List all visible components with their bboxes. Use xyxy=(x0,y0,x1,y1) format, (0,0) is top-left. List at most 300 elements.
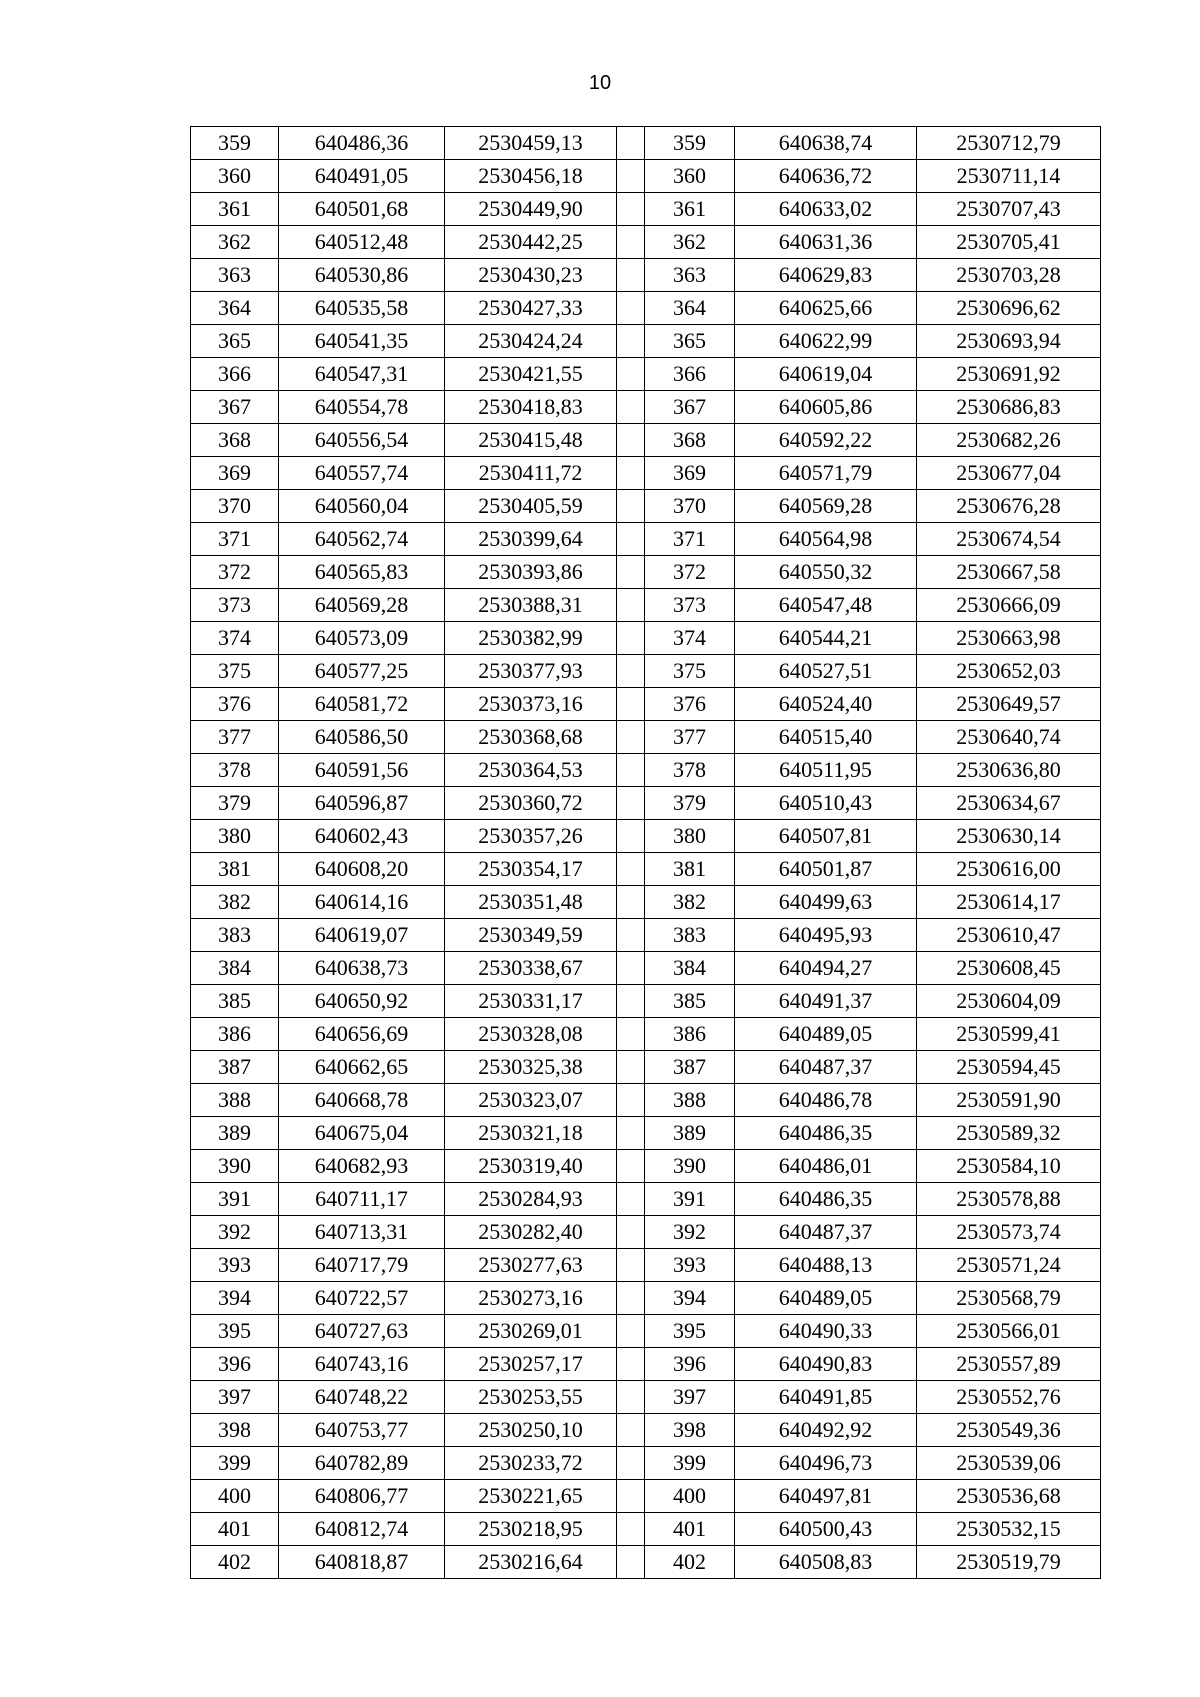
y-coordinate-cell: 2530711,14 xyxy=(917,160,1101,193)
point-number-cell: 361 xyxy=(645,193,735,226)
separator-cell-cell xyxy=(617,160,645,193)
table-row xyxy=(191,622,1101,655)
y-coordinate-cell: 2530676,28 xyxy=(917,490,1101,523)
x-coordinate-cell: 640486,35 xyxy=(735,1183,917,1216)
separator-cell-cell xyxy=(617,1447,645,1480)
y-coordinate-cell: 2530682,26 xyxy=(917,424,1101,457)
separator-cell-cell xyxy=(617,886,645,919)
separator-cell-cell xyxy=(617,1513,645,1546)
separator-cell-cell xyxy=(617,688,645,721)
point-number-cell: 368 xyxy=(191,424,279,457)
point-number-cell: 392 xyxy=(645,1216,735,1249)
y-coordinate-cell: 2530571,24 xyxy=(917,1249,1101,1282)
point-number-cell: 390 xyxy=(191,1150,279,1183)
y-coordinate-cell: 2530218,95 xyxy=(445,1513,617,1546)
x-coordinate-cell: 640554,78 xyxy=(279,391,445,424)
y-coordinate-cell: 2530594,45 xyxy=(917,1051,1101,1084)
x-coordinate-cell: 640636,72 xyxy=(735,160,917,193)
y-coordinate-cell: 2530666,09 xyxy=(917,589,1101,622)
table-row xyxy=(191,1282,1101,1315)
x-coordinate-cell: 640682,93 xyxy=(279,1150,445,1183)
y-coordinate-cell: 2530610,47 xyxy=(917,919,1101,952)
point-number-cell: 394 xyxy=(645,1282,735,1315)
point-number-cell: 370 xyxy=(191,490,279,523)
point-number-cell: 386 xyxy=(645,1018,735,1051)
separator-cell-cell xyxy=(617,1282,645,1315)
separator-cell-cell xyxy=(617,1150,645,1183)
x-coordinate-cell: 640500,43 xyxy=(735,1513,917,1546)
separator-cell-cell xyxy=(617,424,645,457)
y-coordinate-cell: 2530667,58 xyxy=(917,556,1101,589)
y-coordinate-cell: 2530604,09 xyxy=(917,985,1101,1018)
y-coordinate-cell: 2530696,62 xyxy=(917,292,1101,325)
x-coordinate-cell: 640501,68 xyxy=(279,193,445,226)
x-coordinate-cell: 640586,50 xyxy=(279,721,445,754)
separator-cell-cell xyxy=(617,523,645,556)
table-row xyxy=(191,193,1101,226)
point-number-cell: 396 xyxy=(645,1348,735,1381)
y-coordinate-cell: 2530418,83 xyxy=(445,391,617,424)
y-coordinate-cell: 2530393,86 xyxy=(445,556,617,589)
y-coordinate-cell: 2530589,32 xyxy=(917,1117,1101,1150)
point-number-cell: 381 xyxy=(191,853,279,886)
y-coordinate-cell: 2530250,10 xyxy=(445,1414,617,1447)
y-coordinate-cell: 2530221,65 xyxy=(445,1480,617,1513)
point-number-cell: 378 xyxy=(191,754,279,787)
point-number-cell: 369 xyxy=(645,457,735,490)
coordinates-table-body xyxy=(191,127,1101,1579)
x-coordinate-cell: 640577,25 xyxy=(279,655,445,688)
point-number-cell: 375 xyxy=(645,655,735,688)
x-coordinate-cell: 640722,57 xyxy=(279,1282,445,1315)
x-coordinate-cell: 640638,74 xyxy=(735,127,917,160)
table-row xyxy=(191,1216,1101,1249)
x-coordinate-cell: 640650,92 xyxy=(279,985,445,1018)
y-coordinate-cell: 2530630,14 xyxy=(917,820,1101,853)
y-coordinate-cell: 2530364,53 xyxy=(445,754,617,787)
x-coordinate-cell: 640622,99 xyxy=(735,325,917,358)
point-number-cell: 379 xyxy=(645,787,735,820)
x-coordinate-cell: 640569,28 xyxy=(735,490,917,523)
point-number-cell: 364 xyxy=(645,292,735,325)
separator-cell-cell xyxy=(617,1216,645,1249)
y-coordinate-cell: 2530253,55 xyxy=(445,1381,617,1414)
x-coordinate-cell: 640556,54 xyxy=(279,424,445,457)
x-coordinate-cell: 640494,27 xyxy=(735,952,917,985)
y-coordinate-cell: 2530449,90 xyxy=(445,193,617,226)
point-number-cell: 377 xyxy=(191,721,279,754)
separator-cell-cell xyxy=(617,754,645,787)
separator-cell-cell xyxy=(617,622,645,655)
x-coordinate-cell: 640524,40 xyxy=(735,688,917,721)
point-number-cell: 391 xyxy=(191,1183,279,1216)
point-number-cell: 362 xyxy=(645,226,735,259)
y-coordinate-cell: 2530273,16 xyxy=(445,1282,617,1315)
point-number-cell: 395 xyxy=(191,1315,279,1348)
y-coordinate-cell: 2530354,17 xyxy=(445,853,617,886)
point-number-cell: 383 xyxy=(645,919,735,952)
x-coordinate-cell: 640629,83 xyxy=(735,259,917,292)
point-number-cell: 402 xyxy=(645,1546,735,1579)
y-coordinate-cell: 2530712,79 xyxy=(917,127,1101,160)
y-coordinate-cell: 2530459,13 xyxy=(445,127,617,160)
point-number-cell: 376 xyxy=(191,688,279,721)
y-coordinate-cell: 2530616,00 xyxy=(917,853,1101,886)
table-row xyxy=(191,1084,1101,1117)
y-coordinate-cell: 2530552,76 xyxy=(917,1381,1101,1414)
y-coordinate-cell: 2530566,01 xyxy=(917,1315,1101,1348)
point-number-cell: 392 xyxy=(191,1216,279,1249)
point-number-cell: 402 xyxy=(191,1546,279,1579)
table-row xyxy=(191,1480,1101,1513)
separator-cell-cell xyxy=(617,655,645,688)
x-coordinate-cell: 640675,04 xyxy=(279,1117,445,1150)
table-row xyxy=(191,1513,1101,1546)
table-row xyxy=(191,358,1101,391)
point-number-cell: 365 xyxy=(191,325,279,358)
table-row xyxy=(191,1546,1101,1579)
separator-cell-cell xyxy=(617,556,645,589)
point-number-cell: 366 xyxy=(645,358,735,391)
point-number-cell: 398 xyxy=(645,1414,735,1447)
x-coordinate-cell: 640487,37 xyxy=(735,1051,917,1084)
point-number-cell: 359 xyxy=(191,127,279,160)
y-coordinate-cell: 2530686,83 xyxy=(917,391,1101,424)
y-coordinate-cell: 2530277,63 xyxy=(445,1249,617,1282)
x-coordinate-cell: 640602,43 xyxy=(279,820,445,853)
point-number-cell: 397 xyxy=(645,1381,735,1414)
x-coordinate-cell: 640527,51 xyxy=(735,655,917,688)
y-coordinate-cell: 2530608,45 xyxy=(917,952,1101,985)
x-coordinate-cell: 640619,04 xyxy=(735,358,917,391)
table-row xyxy=(191,589,1101,622)
table-row xyxy=(191,1249,1101,1282)
point-number-cell: 377 xyxy=(645,721,735,754)
separator-cell-cell xyxy=(617,358,645,391)
table-row xyxy=(191,886,1101,919)
y-coordinate-cell: 2530357,26 xyxy=(445,820,617,853)
point-number-cell: 364 xyxy=(191,292,279,325)
table-row xyxy=(191,127,1101,160)
coordinates-table xyxy=(190,126,1101,1579)
table-row xyxy=(191,688,1101,721)
table-row xyxy=(191,721,1101,754)
table-row xyxy=(191,523,1101,556)
point-number-cell: 385 xyxy=(191,985,279,1018)
y-coordinate-cell: 2530282,40 xyxy=(445,1216,617,1249)
x-coordinate-cell: 640633,02 xyxy=(735,193,917,226)
y-coordinate-cell: 2530557,89 xyxy=(917,1348,1101,1381)
x-coordinate-cell: 640501,87 xyxy=(735,853,917,886)
separator-cell-cell xyxy=(617,1084,645,1117)
point-number-cell: 395 xyxy=(645,1315,735,1348)
point-number-cell: 380 xyxy=(191,820,279,853)
x-coordinate-cell: 640487,37 xyxy=(735,1216,917,1249)
separator-cell-cell xyxy=(617,919,645,952)
y-coordinate-cell: 2530424,24 xyxy=(445,325,617,358)
x-coordinate-cell: 640489,05 xyxy=(735,1018,917,1051)
x-coordinate-cell: 640569,28 xyxy=(279,589,445,622)
separator-cell-cell xyxy=(617,127,645,160)
x-coordinate-cell: 640491,05 xyxy=(279,160,445,193)
point-number-cell: 371 xyxy=(645,523,735,556)
table-row xyxy=(191,457,1101,490)
y-coordinate-cell: 2530614,17 xyxy=(917,886,1101,919)
x-coordinate-cell: 640581,72 xyxy=(279,688,445,721)
y-coordinate-cell: 2530536,68 xyxy=(917,1480,1101,1513)
y-coordinate-cell: 2530573,74 xyxy=(917,1216,1101,1249)
y-coordinate-cell: 2530705,41 xyxy=(917,226,1101,259)
x-coordinate-cell: 640547,31 xyxy=(279,358,445,391)
y-coordinate-cell: 2530693,94 xyxy=(917,325,1101,358)
y-coordinate-cell: 2530649,57 xyxy=(917,688,1101,721)
point-number-cell: 372 xyxy=(191,556,279,589)
point-number-cell: 366 xyxy=(191,358,279,391)
table-row xyxy=(191,853,1101,886)
point-number-cell: 384 xyxy=(645,952,735,985)
separator-cell-cell xyxy=(617,1117,645,1150)
table-row xyxy=(191,490,1101,523)
separator-cell-cell xyxy=(617,325,645,358)
separator-cell-cell xyxy=(617,292,645,325)
y-coordinate-cell: 2530703,28 xyxy=(917,259,1101,292)
x-coordinate-cell: 640491,85 xyxy=(735,1381,917,1414)
separator-cell-cell xyxy=(617,1315,645,1348)
point-number-cell: 400 xyxy=(191,1480,279,1513)
x-coordinate-cell: 640631,36 xyxy=(735,226,917,259)
x-coordinate-cell: 640625,66 xyxy=(735,292,917,325)
x-coordinate-cell: 640486,78 xyxy=(735,1084,917,1117)
table-row xyxy=(191,1018,1101,1051)
y-coordinate-cell: 2530284,93 xyxy=(445,1183,617,1216)
x-coordinate-cell: 640499,63 xyxy=(735,886,917,919)
separator-cell-cell xyxy=(617,721,645,754)
table-row xyxy=(191,919,1101,952)
point-number-cell: 397 xyxy=(191,1381,279,1414)
y-coordinate-cell: 2530549,36 xyxy=(917,1414,1101,1447)
table-row xyxy=(191,1315,1101,1348)
table-row xyxy=(191,226,1101,259)
x-coordinate-cell: 640496,73 xyxy=(735,1447,917,1480)
separator-cell-cell xyxy=(617,1546,645,1579)
table-row xyxy=(191,1183,1101,1216)
x-coordinate-cell: 640515,40 xyxy=(735,721,917,754)
x-coordinate-cell: 640508,83 xyxy=(735,1546,917,1579)
separator-cell-cell xyxy=(617,853,645,886)
y-coordinate-cell: 2530599,41 xyxy=(917,1018,1101,1051)
x-coordinate-cell: 640638,73 xyxy=(279,952,445,985)
x-coordinate-cell: 640818,87 xyxy=(279,1546,445,1579)
table-row xyxy=(191,259,1101,292)
point-number-cell: 372 xyxy=(645,556,735,589)
point-number-cell: 387 xyxy=(645,1051,735,1084)
point-number-cell: 399 xyxy=(191,1447,279,1480)
x-coordinate-cell: 640806,77 xyxy=(279,1480,445,1513)
separator-cell-cell xyxy=(617,226,645,259)
y-coordinate-cell: 2530399,64 xyxy=(445,523,617,556)
separator-cell-cell xyxy=(617,787,645,820)
point-number-cell: 388 xyxy=(191,1084,279,1117)
table-row xyxy=(191,1381,1101,1414)
point-number-cell: 393 xyxy=(645,1249,735,1282)
y-coordinate-cell: 2530539,06 xyxy=(917,1447,1101,1480)
y-coordinate-cell: 2530257,17 xyxy=(445,1348,617,1381)
table-row xyxy=(191,292,1101,325)
x-coordinate-cell: 640614,16 xyxy=(279,886,445,919)
x-coordinate-cell: 640662,65 xyxy=(279,1051,445,1084)
point-number-cell: 389 xyxy=(645,1117,735,1150)
x-coordinate-cell: 640812,74 xyxy=(279,1513,445,1546)
y-coordinate-cell: 2530323,07 xyxy=(445,1084,617,1117)
separator-cell-cell xyxy=(617,820,645,853)
y-coordinate-cell: 2530634,67 xyxy=(917,787,1101,820)
table-row xyxy=(191,754,1101,787)
table-row xyxy=(191,1051,1101,1084)
x-coordinate-cell: 640497,81 xyxy=(735,1480,917,1513)
y-coordinate-cell: 2530405,59 xyxy=(445,490,617,523)
x-coordinate-cell: 640711,17 xyxy=(279,1183,445,1216)
x-coordinate-cell: 640782,89 xyxy=(279,1447,445,1480)
y-coordinate-cell: 2530674,54 xyxy=(917,523,1101,556)
y-coordinate-cell: 2530377,93 xyxy=(445,655,617,688)
table-row xyxy=(191,424,1101,457)
y-coordinate-cell: 2530388,31 xyxy=(445,589,617,622)
y-coordinate-cell: 2530584,10 xyxy=(917,1150,1101,1183)
x-coordinate-cell: 640486,01 xyxy=(735,1150,917,1183)
y-coordinate-cell: 2530421,55 xyxy=(445,358,617,391)
separator-cell-cell xyxy=(617,391,645,424)
y-coordinate-cell: 2530360,72 xyxy=(445,787,617,820)
y-coordinate-cell: 2530430,23 xyxy=(445,259,617,292)
x-coordinate-cell: 640557,74 xyxy=(279,457,445,490)
table-row xyxy=(191,325,1101,358)
x-coordinate-cell: 640512,48 xyxy=(279,226,445,259)
x-coordinate-cell: 640490,83 xyxy=(735,1348,917,1381)
page-number: 10 xyxy=(588,72,612,94)
point-number-cell: 388 xyxy=(645,1084,735,1117)
x-coordinate-cell: 640753,77 xyxy=(279,1414,445,1447)
point-number-cell: 374 xyxy=(645,622,735,655)
x-coordinate-cell: 640668,78 xyxy=(279,1084,445,1117)
y-coordinate-cell: 2530568,79 xyxy=(917,1282,1101,1315)
y-coordinate-cell: 2530351,48 xyxy=(445,886,617,919)
y-coordinate-cell: 2530349,59 xyxy=(445,919,617,952)
x-coordinate-cell: 640592,22 xyxy=(735,424,917,457)
x-coordinate-cell: 640596,87 xyxy=(279,787,445,820)
x-coordinate-cell: 640507,81 xyxy=(735,820,917,853)
separator-cell-cell xyxy=(617,1414,645,1447)
point-number-cell: 363 xyxy=(645,259,735,292)
point-number-cell: 359 xyxy=(645,127,735,160)
table-row xyxy=(191,1117,1101,1150)
point-number-cell: 368 xyxy=(645,424,735,457)
point-number-cell: 361 xyxy=(191,193,279,226)
x-coordinate-cell: 640490,33 xyxy=(735,1315,917,1348)
point-number-cell: 370 xyxy=(645,490,735,523)
separator-cell-cell xyxy=(617,1051,645,1084)
table-row xyxy=(191,985,1101,1018)
x-coordinate-cell: 640571,79 xyxy=(735,457,917,490)
point-number-cell: 387 xyxy=(191,1051,279,1084)
point-number-cell: 371 xyxy=(191,523,279,556)
point-number-cell: 396 xyxy=(191,1348,279,1381)
table-row xyxy=(191,952,1101,985)
separator-cell-cell xyxy=(617,1480,645,1513)
y-coordinate-cell: 2530532,15 xyxy=(917,1513,1101,1546)
x-coordinate-cell: 640511,95 xyxy=(735,754,917,787)
point-number-cell: 401 xyxy=(645,1513,735,1546)
separator-cell-cell xyxy=(617,1381,645,1414)
point-number-cell: 363 xyxy=(191,259,279,292)
point-number-cell: 382 xyxy=(645,886,735,919)
point-number-cell: 360 xyxy=(191,160,279,193)
x-coordinate-cell: 640564,98 xyxy=(735,523,917,556)
point-number-cell: 390 xyxy=(645,1150,735,1183)
y-coordinate-cell: 2530663,98 xyxy=(917,622,1101,655)
x-coordinate-cell: 640491,37 xyxy=(735,985,917,1018)
x-coordinate-cell: 640495,93 xyxy=(735,919,917,952)
table-row xyxy=(191,787,1101,820)
x-coordinate-cell: 640608,20 xyxy=(279,853,445,886)
x-coordinate-cell: 640743,16 xyxy=(279,1348,445,1381)
point-number-cell: 382 xyxy=(191,886,279,919)
point-number-cell: 362 xyxy=(191,226,279,259)
x-coordinate-cell: 640535,58 xyxy=(279,292,445,325)
x-coordinate-cell: 640510,43 xyxy=(735,787,917,820)
x-coordinate-cell: 640562,74 xyxy=(279,523,445,556)
x-coordinate-cell: 640492,92 xyxy=(735,1414,917,1447)
y-coordinate-cell: 2530368,68 xyxy=(445,721,617,754)
x-coordinate-cell: 640550,32 xyxy=(735,556,917,589)
point-number-cell: 386 xyxy=(191,1018,279,1051)
separator-cell-cell xyxy=(617,589,645,622)
table-row xyxy=(191,391,1101,424)
point-number-cell: 385 xyxy=(645,985,735,1018)
point-number-cell: 376 xyxy=(645,688,735,721)
x-coordinate-cell: 640560,04 xyxy=(279,490,445,523)
x-coordinate-cell: 640565,83 xyxy=(279,556,445,589)
separator-cell-cell xyxy=(617,1183,645,1216)
point-number-cell: 384 xyxy=(191,952,279,985)
y-coordinate-cell: 2530321,18 xyxy=(445,1117,617,1150)
y-coordinate-cell: 2530325,38 xyxy=(445,1051,617,1084)
separator-cell-cell xyxy=(617,259,645,292)
x-coordinate-cell: 640591,56 xyxy=(279,754,445,787)
y-coordinate-cell: 2530328,08 xyxy=(445,1018,617,1051)
y-coordinate-cell: 2530427,33 xyxy=(445,292,617,325)
x-coordinate-cell: 640541,35 xyxy=(279,325,445,358)
y-coordinate-cell: 2530652,03 xyxy=(917,655,1101,688)
point-number-cell: 360 xyxy=(645,160,735,193)
table-row xyxy=(191,1348,1101,1381)
point-number-cell: 391 xyxy=(645,1183,735,1216)
x-coordinate-cell: 640489,05 xyxy=(735,1282,917,1315)
y-coordinate-cell: 2530338,67 xyxy=(445,952,617,985)
separator-cell-cell xyxy=(617,985,645,1018)
x-coordinate-cell: 640713,31 xyxy=(279,1216,445,1249)
y-coordinate-cell: 2530519,79 xyxy=(917,1546,1101,1579)
y-coordinate-cell: 2530269,01 xyxy=(445,1315,617,1348)
x-coordinate-cell: 640605,86 xyxy=(735,391,917,424)
y-coordinate-cell: 2530319,40 xyxy=(445,1150,617,1183)
table-row xyxy=(191,1150,1101,1183)
y-coordinate-cell: 2530677,04 xyxy=(917,457,1101,490)
x-coordinate-cell: 640748,22 xyxy=(279,1381,445,1414)
point-number-cell: 373 xyxy=(191,589,279,622)
table-row xyxy=(191,655,1101,688)
y-coordinate-cell: 2530456,18 xyxy=(445,160,617,193)
x-coordinate-cell: 640717,79 xyxy=(279,1249,445,1282)
